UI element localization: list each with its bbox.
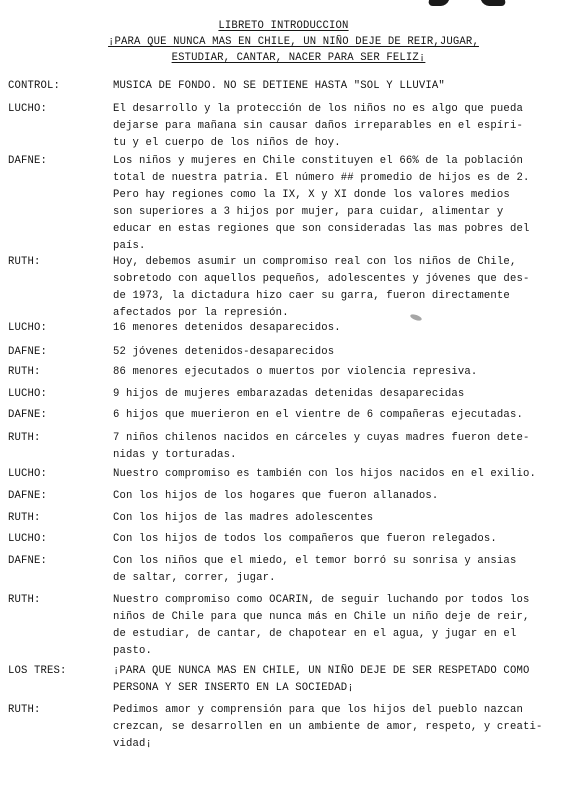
dialogue-line: MUSICA DE FONDO. NO SE DETIENE HASTA "SOL Y LLUVIA" bbox=[113, 80, 445, 92]
dialogue-text bbox=[113, 663, 559, 697]
speaker-label: DAFNE: bbox=[8, 346, 48, 358]
dialogue-line: país. bbox=[113, 240, 146, 252]
dialogue-line: 86 menores ejecutados o muertos por violencia represiva. bbox=[113, 366, 478, 378]
dialogue-line: crezcan, se desarrollen en un ambiente de amor, respeto, y creati- bbox=[113, 721, 543, 733]
dialogue-text bbox=[113, 101, 559, 152]
document-header bbox=[0, 18, 567, 66]
dialogue-line: tu y el cuerpo de los niños de hoy. bbox=[113, 137, 341, 149]
speaker-label: RUTH: bbox=[8, 256, 41, 268]
dialogue-line: Nuestro compromiso como OCARIN, de seguir luchando por todos los bbox=[113, 594, 530, 606]
dialogue-line: afectados por la represión. bbox=[113, 307, 289, 319]
dialogue-line: 52 jóvenes detenidos-desaparecidos bbox=[113, 346, 335, 358]
header-slogan-line-2: ESTUDIAR, CANTAR, NACER PARA SER FELIZ¡ bbox=[171, 52, 426, 64]
dialogue-line: Los niños y mujeres en Chile constituyen el 66% de la población bbox=[113, 155, 523, 167]
dialogue-line: vidad¡ bbox=[113, 738, 153, 750]
dialogue-line: Hoy, debemos asumir un compromiso real con los niños de Chile, bbox=[113, 256, 517, 268]
dialogue-text bbox=[113, 702, 559, 753]
dialogue-line: Con los hijos de los hogares que fueron allanados. bbox=[113, 490, 439, 502]
dialogue-text bbox=[113, 344, 559, 361]
speaker-label: DAFNE: bbox=[8, 555, 48, 567]
speaker-label: LUCHO: bbox=[8, 468, 48, 480]
speaker-label: LUCHO: bbox=[8, 103, 48, 115]
dialogue-text bbox=[113, 553, 559, 587]
speaker-label: RUTH: bbox=[8, 704, 41, 716]
dialogue-text bbox=[113, 488, 559, 505]
dialogue-text bbox=[113, 364, 559, 381]
speaker-label: RUTH: bbox=[8, 594, 41, 606]
dialogue-line: Nuestro compromiso es también con los hijos nacidos en el exilio. bbox=[113, 468, 536, 480]
dialogue-text bbox=[113, 531, 559, 548]
speaker-label: RUTH: bbox=[8, 512, 41, 524]
speaker-label: LUCHO: bbox=[8, 388, 48, 400]
dialogue-line: de estudiar, de cantar, de chapotear en el agua, y jugar en el bbox=[113, 628, 517, 640]
dialogue-line: Con los niños que el miedo, el temor borró su sonrisa y ansias bbox=[113, 555, 517, 567]
dialogue-text bbox=[113, 407, 559, 424]
speaker-label: LUCHO: bbox=[8, 533, 48, 545]
dialogue-text bbox=[113, 466, 559, 483]
dialogue-text bbox=[113, 320, 559, 337]
dialogue-line: de 1973, la dictadura hizo caer su garra, fueron directamente bbox=[113, 290, 510, 302]
dialogue-line: nidas y torturadas. bbox=[113, 449, 237, 461]
dialogue-line: son superiores a 3 hijos por mujer, para cuidar, alimentar y bbox=[113, 206, 504, 218]
dialogue-text bbox=[113, 78, 559, 95]
dialogue-line: niños de Chile para que nunca más en Chile un niño deje de reir, bbox=[113, 611, 530, 623]
dialogue-text bbox=[113, 386, 559, 403]
dialogue-line: 16 menores detenidos desaparecidos. bbox=[113, 322, 341, 334]
header-slogan-line-1: ¡PARA QUE NUNCA MAS EN CHILE, UN NIÑO DEJE DE REIR,JUGAR, bbox=[108, 36, 479, 48]
dialogue-line: 7 niños chilenos nacidos en cárceles y cuyas madres fueron dete- bbox=[113, 432, 530, 444]
dialogue-line: Pedimos amor y comprensión para que los hijos del pueblo nazcan bbox=[113, 704, 523, 716]
dialogue-line: total de nuestra patria. El número ## promedio de hijos es de 2. bbox=[113, 172, 530, 184]
document-title: LIBRETO INTRODUCCION bbox=[218, 20, 349, 32]
scan-mark bbox=[427, 0, 449, 6]
speaker-label: RUTH: bbox=[8, 432, 41, 444]
dialogue-line: 9 hijos de mujeres embarazadas detenidas desaparecidas bbox=[113, 388, 465, 400]
dialogue-line: PERSONA Y SER INSERTO EN LA SOCIEDAD¡ bbox=[113, 682, 354, 694]
scan-mark bbox=[481, 0, 507, 6]
speaker-label: DAFNE: bbox=[8, 155, 48, 167]
dialogue-line: educar en estas regiones que son consideradas las mas pobres del bbox=[113, 223, 530, 235]
speaker-label: LUCHO: bbox=[8, 322, 48, 334]
dialogue-line: ¡PARA QUE NUNCA MAS EN CHILE, UN NIÑO DEJE DE SER RESPETADO COMO bbox=[113, 665, 530, 677]
dialogue-line: Con los hijos de las madres adolescentes bbox=[113, 512, 374, 524]
dialogue-text bbox=[113, 510, 559, 527]
dialogue-text bbox=[113, 592, 559, 660]
speaker-label: RUTH: bbox=[8, 366, 41, 378]
dialogue-text bbox=[113, 430, 559, 464]
dialogue-line: de saltar, correr, jugar. bbox=[113, 572, 276, 584]
dialogue-text bbox=[113, 153, 559, 255]
speaker-label: DAFNE: bbox=[8, 490, 48, 502]
dialogue-text bbox=[113, 254, 559, 322]
dialogue-line: El desarrollo y la protección de los niños no es algo que pueda bbox=[113, 103, 523, 115]
dialogue-line: dejarse para mañana sin causar daños irreparables en el espíri- bbox=[113, 120, 523, 132]
dialogue-line: 6 hijos que muerieron en el vientre de 6 compañeras ejecutadas. bbox=[113, 409, 523, 421]
speaker-label: CONTROL: bbox=[8, 80, 61, 92]
speaker-label: LOS TRES: bbox=[8, 665, 67, 677]
dialogue-line: Con los hijos de todos los compañeros que fueron relegados. bbox=[113, 533, 497, 545]
speaker-label: DAFNE: bbox=[8, 409, 48, 421]
dialogue-line: pasto. bbox=[113, 645, 153, 657]
dialogue-line: sobretodo con aquellos pequeños, adolescentes y jóvenes que des- bbox=[113, 273, 530, 285]
dialogue-line: Pero hay regiones como la IX, X y XI donde los valores medios bbox=[113, 189, 510, 201]
